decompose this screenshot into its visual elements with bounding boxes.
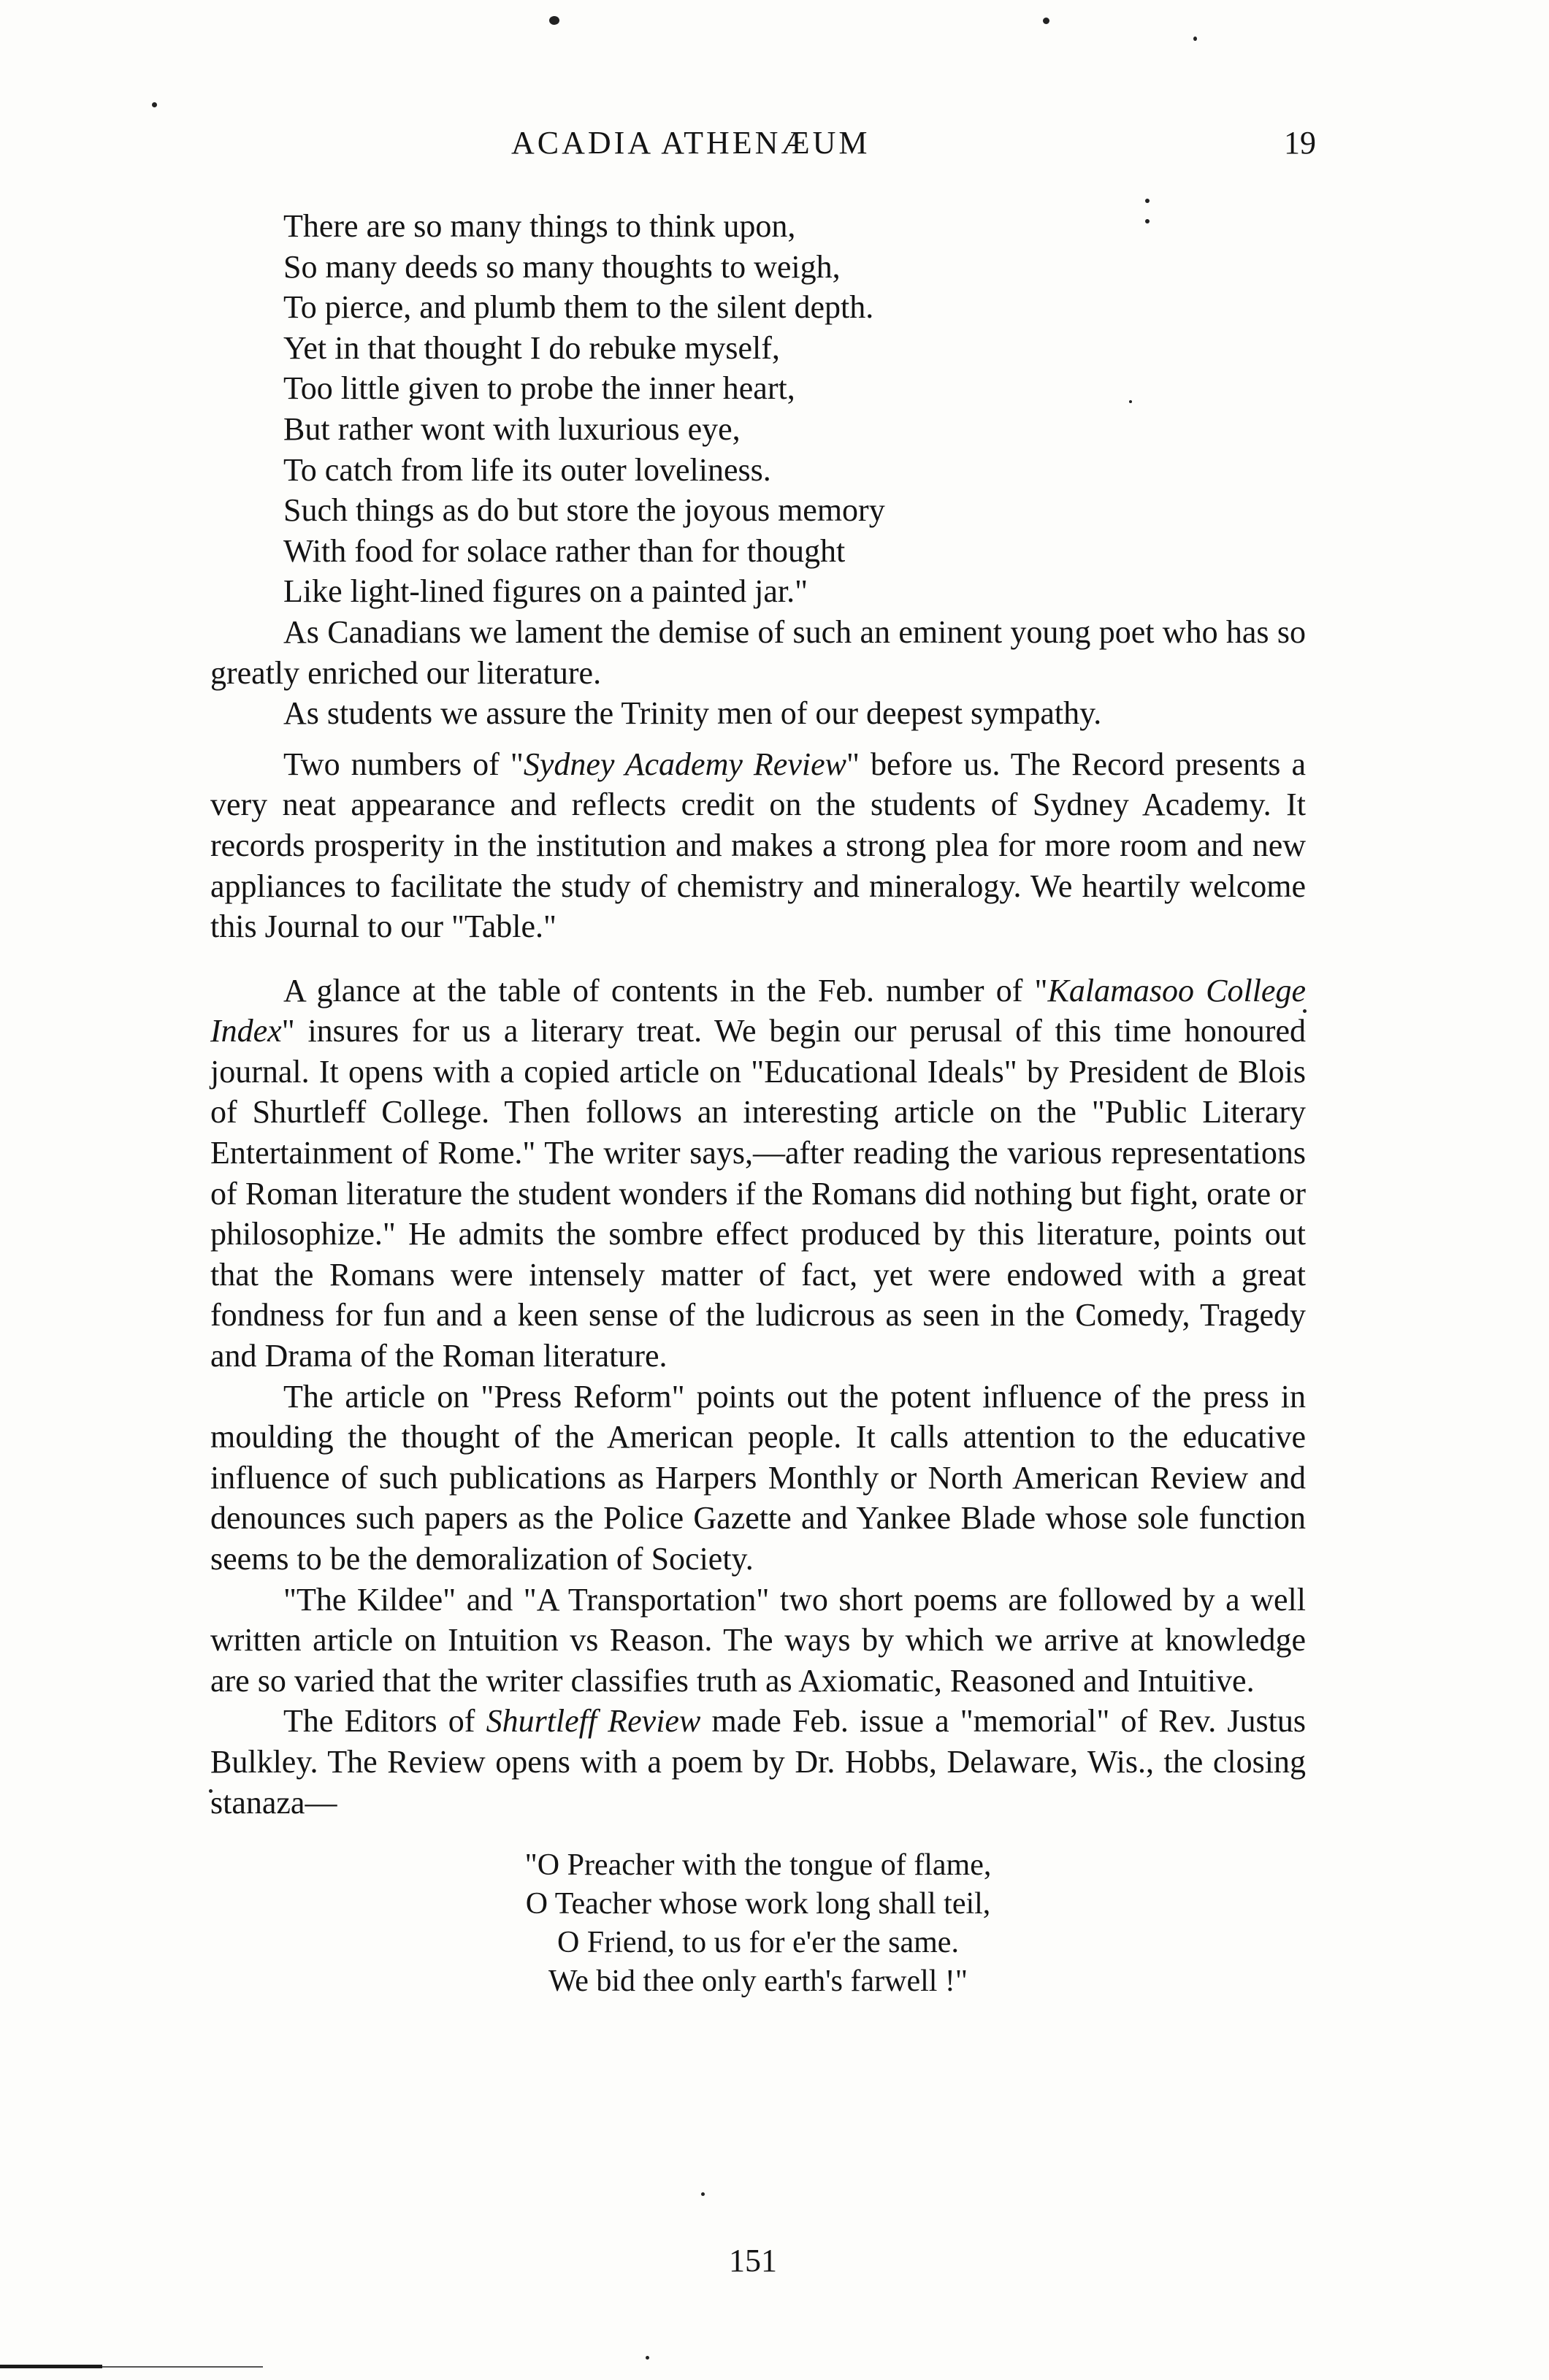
page-header: [0, 124, 1549, 175]
text-run: made Feb. issue a "memorial" of Rev. Justus Bulkley. The Review opens with a poem by Dr. Hobbs, Delaware, Wis., the closing stanaza—: [210, 1703, 1307, 1821]
journal-title: Sydney Academy Review: [523, 746, 846, 782]
text-run: " insures for us a literary treat. We begin our perusal of this time honoured journal. It opens with a copied article on "Educational Ideals" by President de Blois of Shurtleff College. Then follows an interesting article on the "Public Literary Entertainment of Rome." The writer says,—after reading the various representations of Roman literature the student wonders if the Romans did nothing but fight, orate or philosophize." He admits the sombre effect produced by this literature, points out that the Romans were intensely matter of fact, yet were endowed with a great fondness for fun and a keen sense of the ludicrous as seen in the Comedy, Tragedy and Drama of the Roman literature.: [210, 1013, 1306, 1374]
scan-speck: [1145, 199, 1150, 203]
verse-line: Such things as do but store the joyous memory: [283, 492, 885, 529]
stanza-line: O Teacher whose work long shall teil,: [525, 1887, 991, 1921]
text-run: Two numbers of ": [283, 746, 524, 782]
verse-line: Yet in that thought I do rebuke myself,: [283, 329, 780, 366]
running-head: ACADIA ATHENÆUM: [511, 125, 871, 161]
paragraph-kildee: "The Kildee" and "A Transportation" two short poems are followed by a well written article on Intuition vs Reason. The ways by which we arrive at knowledge are so varied that the writer classifies truth as Axiomatic, Reasoned and Intuitive.: [210, 1581, 1306, 1699]
verse-line: Like light-lined figures on a painted jar.": [283, 573, 808, 610]
verse-line: With food for solace rather than for thought: [283, 532, 846, 569]
text-run: A glance at the table of contents in the Feb. number of ": [283, 972, 1048, 1009]
scan-speck: [152, 102, 157, 107]
verse-line: To pierce, and plumb them to the silent depth.: [283, 289, 874, 326]
verse-line: There are so many things to think upon,: [283, 208, 796, 244]
paragraph-canadians: As Canadians we lament the demise of such an eminent young poet who has so greatly enriched our literature.: [210, 613, 1306, 691]
verse-line: To catch from life its outer loveliness.: [283, 451, 771, 488]
page-number: 19: [1284, 125, 1316, 161]
stanza-line: We bid thee only earth's farwell !": [548, 1964, 968, 1999]
scan-speck: [701, 2192, 705, 2196]
body-text: [210, 206, 1306, 2001]
journal-title: Shurtleff Review: [486, 1703, 701, 1740]
paragraph-shurtleff-review: [210, 1701, 1306, 1823]
paragraph-kalamazoo-index: [210, 971, 1306, 1377]
scan-speck: [1043, 18, 1049, 24]
scan-speck: [1193, 37, 1197, 41]
paragraph-press-reform: The article on "Press Reform" points out the potent influence of the press in moulding the thought of the American people. It calls attention to the educative influence of such publications as Harpers Monthly or North American Review and denounces such papers as the Police Gazette and Yankee Blade whose sole function seems to be the demoralization of Society.: [210, 1378, 1306, 1577]
scan-speck: [646, 2356, 649, 2360]
paragraph-sydney-review: [210, 744, 1306, 947]
verse-line: So many deeds so many thoughts to weigh,: [283, 248, 841, 285]
closing-stanza: [210, 1846, 1306, 2001]
text-run: " before us. The Record presents a very neat appearance and reflects credit on the students of Sydney Academy. It records prosperity in the institution and makes a strong plea for more room and new appliances to facilitate the study of chemistry and mineralogy. We heartily welcome this Journal to our "Table.": [210, 746, 1306, 945]
stanza-line: "O Preacher with the tongue of flame,: [524, 1848, 992, 1883]
poem-excerpt: [210, 206, 1306, 612]
verse-line: Too little given to probe the inner heart,: [283, 370, 795, 407]
footer-folio: 151: [729, 2243, 777, 2278]
journal-title: Kalamasoo College Index: [210, 972, 1306, 1049]
verse-line: But rather wont with luxurious eye,: [283, 410, 741, 447]
scan-speck: [549, 16, 559, 25]
scan-edge-mark: [102, 2366, 263, 2368]
stanza-line: O Friend, to us for e'er the same.: [557, 1926, 959, 1960]
scan-edge-mark: [0, 2365, 102, 2368]
text-run: The Editors of: [283, 1703, 486, 1740]
paragraph-students: As students we assure the Trinity men of our deepest sympathy.: [283, 695, 1102, 732]
